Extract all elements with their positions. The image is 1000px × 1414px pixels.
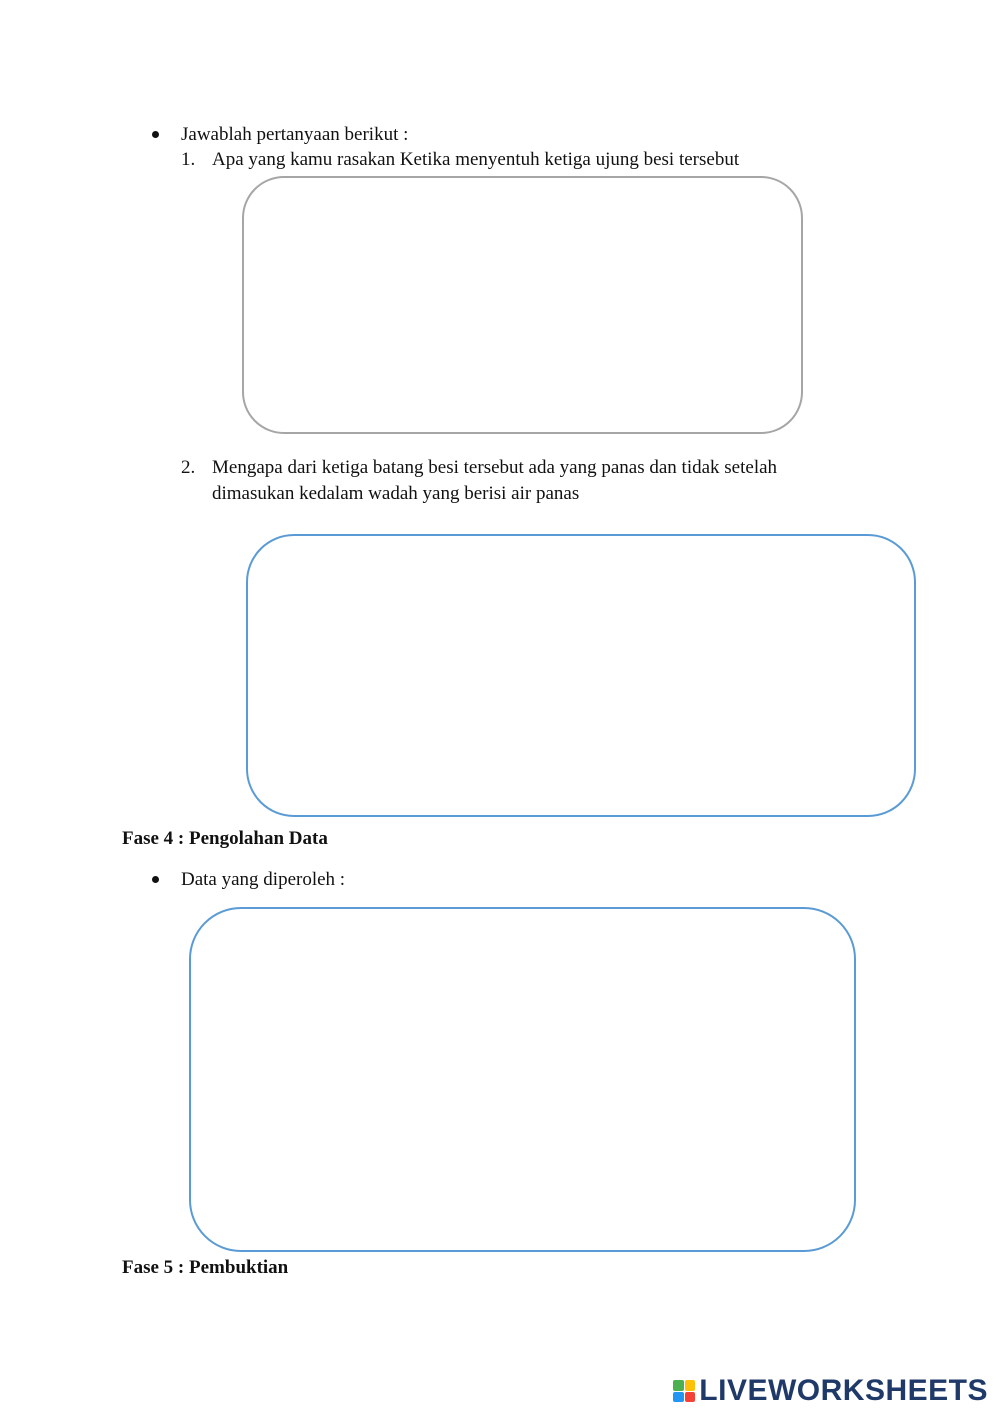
liveworksheets-logo-text: LIVEWORKSHEETS <box>699 1374 988 1407</box>
answer-box-data[interactable] <box>189 907 856 1252</box>
phase-4-heading: Fase 4 : Pengolahan Data <box>122 828 328 849</box>
question-2-text-line1: Mengapa dari ketiga batang besi tersebut ada yang panas dan tidak setelah <box>212 457 778 478</box>
question-2-text-line2: dimasukan kedalam wadah yang berisi air panas <box>212 483 580 504</box>
phase-5-heading: Fase 5 : Pembuktian <box>122 1257 289 1278</box>
question-1-number: 1. <box>181 149 196 170</box>
data-bullet-text: Data yang diperoleh : <box>181 869 346 890</box>
answer-box-question-1[interactable] <box>242 176 803 434</box>
bullet-point <box>152 131 159 138</box>
liveworksheets-logo-icon <box>673 1380 695 1402</box>
question-2-number: 2. <box>181 457 196 478</box>
question-1-text: Apa yang kamu rasakan Ketika menyentuh ketiga ujung besi tersebut <box>212 149 740 170</box>
answer-box-question-2[interactable] <box>246 534 916 817</box>
bullet-point <box>152 876 159 883</box>
instruction-text: Jawablah pertanyaan berikut : <box>181 124 409 145</box>
liveworksheets-logo <box>673 1376 988 1406</box>
